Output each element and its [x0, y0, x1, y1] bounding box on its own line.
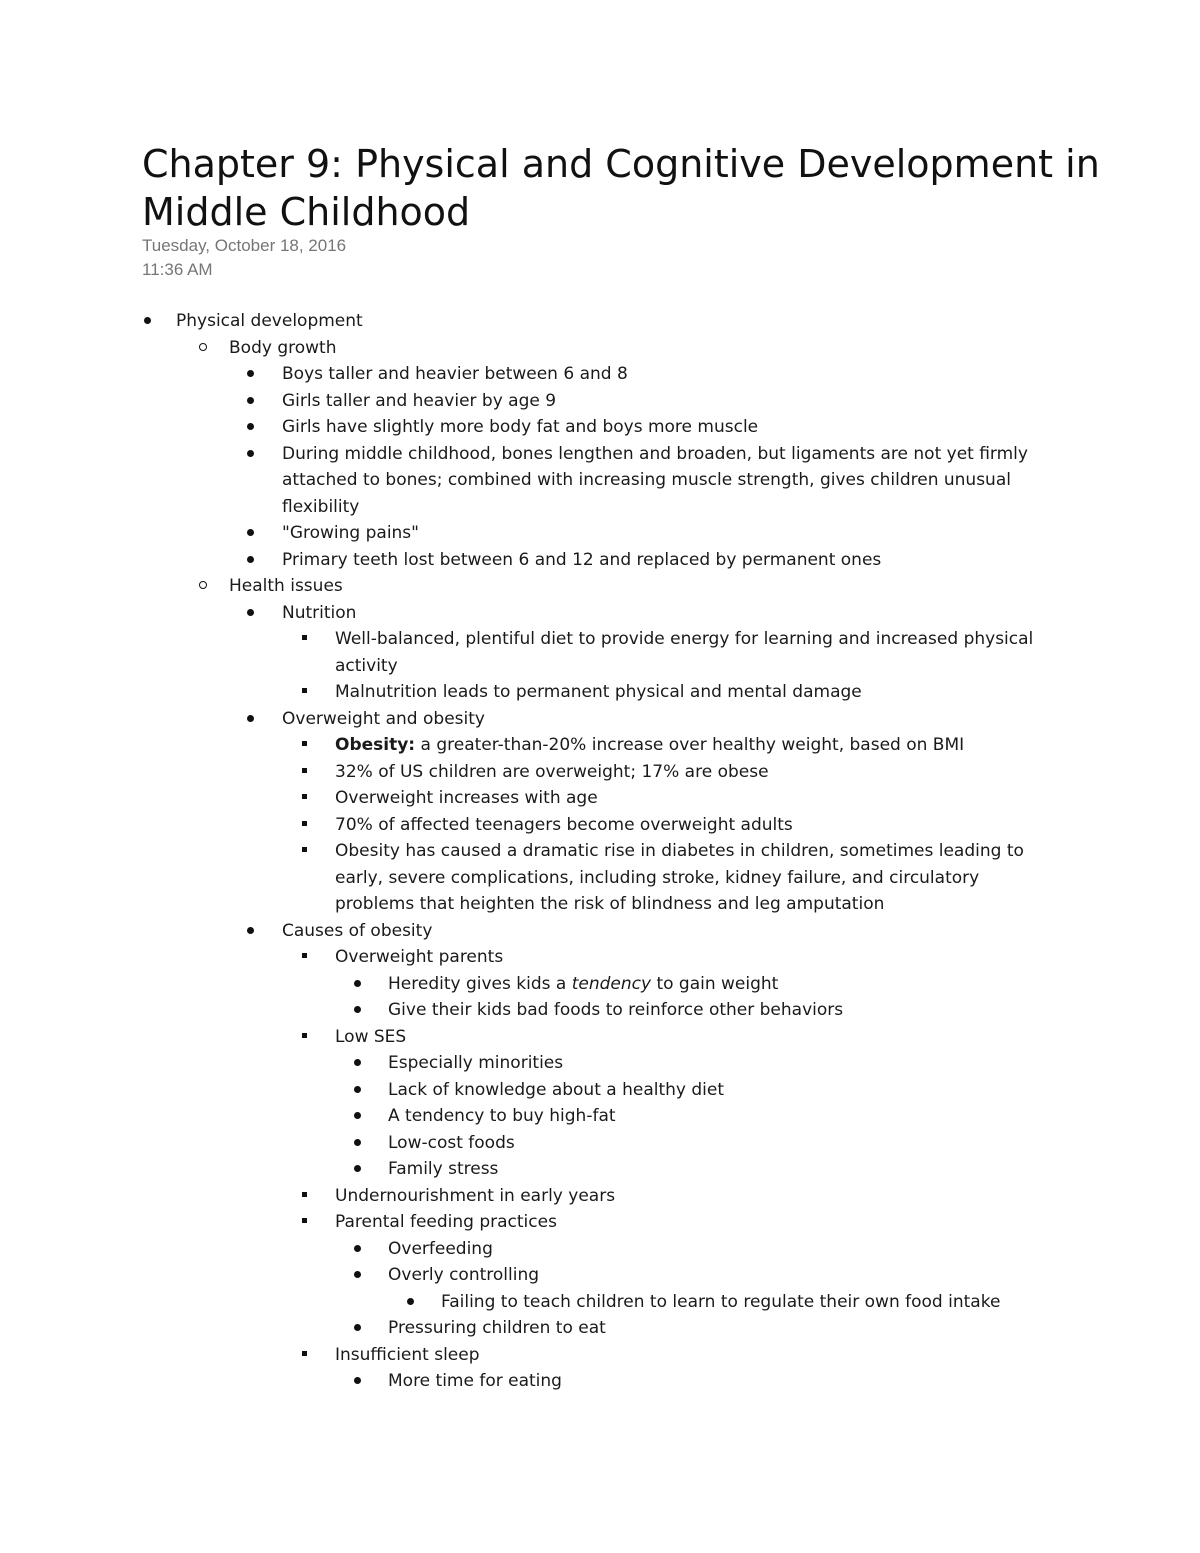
note-date: Tuesday, October 18, 2016: [142, 236, 347, 255]
definition-text: a greater-than-20% increase over healthy weight, based on BMI: [415, 735, 965, 755]
list-item-text: Low SES: [335, 1026, 407, 1047]
list-item: [0, 838, 1200, 918]
bullet-icon: [350, 1077, 364, 1104]
list-item-text: Girls taller and heavier by age 9: [282, 390, 557, 411]
list-item: [0, 1368, 1200, 1395]
list-item: [0, 732, 1200, 759]
square-bullet-icon: [297, 732, 311, 759]
list-item-text: 70% of affected teenagers become overweight adults: [335, 814, 793, 835]
list-item-text: Nutrition: [282, 602, 357, 623]
list-item: [0, 441, 1200, 521]
bullet-icon: [140, 308, 154, 335]
list-item: [0, 547, 1200, 574]
list-item: [0, 1236, 1200, 1263]
list-item: [0, 997, 1200, 1024]
list-item-text: Health issues: [229, 576, 343, 596]
square-bullet-icon: [297, 679, 311, 706]
bullet-icon: [350, 1130, 364, 1157]
list-item-text: Primary teeth lost between 6 and 12 and replaced by permanent ones: [282, 549, 882, 570]
bullet-icon: [350, 1050, 364, 1077]
bullet-icon: [243, 520, 257, 547]
bullet-icon: [403, 1289, 417, 1316]
bullet-icon: [350, 997, 364, 1024]
list-item: [0, 600, 1200, 627]
list-item-text: During middle childhood, bones lengthen and broaden, but ligaments are not yet firmly attached to bones; combined with increasing muscle strength, gives children unusual flexibility: [282, 443, 1028, 517]
list-item: [0, 1209, 1200, 1236]
list-item: [0, 1183, 1200, 1210]
list-item: [0, 1077, 1200, 1104]
bullet-icon: [243, 361, 257, 388]
bullet-icon: [243, 600, 257, 627]
list-item-text: Parental feeding practices: [335, 1212, 557, 1232]
list-item-text: Obesity has caused a dramatic rise in diabetes in children, sometimes leading to early, severe complications, including stroke, kidney failure, and circulatory problems that heighten the risk of blindness and leg amputation: [335, 841, 1024, 914]
list-item-text: [388, 971, 1060, 998]
list-item: [0, 679, 1200, 706]
list-item: [0, 1024, 1200, 1051]
square-bullet-icon: [297, 1342, 311, 1369]
list-item: [0, 1130, 1200, 1157]
list-item: [0, 626, 1200, 679]
bullet-icon: [350, 1156, 364, 1183]
list-item-text: More time for eating: [388, 1371, 562, 1391]
list-item: [0, 812, 1200, 839]
square-bullet-icon: [297, 1183, 311, 1210]
list-item: [0, 1289, 1200, 1316]
list-item: [0, 918, 1200, 945]
list-item: [0, 520, 1200, 547]
list-item-text: A tendency to buy high-fat: [388, 1106, 616, 1126]
bullet-icon: [350, 1315, 364, 1342]
bullet-icon: [243, 414, 257, 441]
definition-term: Obesity:: [335, 735, 416, 755]
circle-bullet-icon: [196, 573, 210, 600]
list-item-text: Overly controlling: [388, 1265, 540, 1285]
bullet-icon: [243, 918, 257, 945]
list-item-text: Overweight increases with age: [335, 788, 598, 808]
bullet-icon: [243, 388, 257, 415]
square-bullet-icon: [297, 785, 311, 812]
list-item-text: Undernourishment in early years: [335, 1185, 616, 1206]
list-item: [0, 1315, 1200, 1342]
square-bullet-icon: [297, 812, 311, 839]
list-item: [0, 785, 1200, 812]
list-item-text: Body growth: [229, 337, 337, 358]
list-item: [0, 1103, 1200, 1130]
list-item-text: "Growing pains": [282, 523, 419, 543]
list-item: [0, 759, 1200, 786]
text-run: Heredity gives kids a: [388, 973, 572, 994]
square-bullet-icon: [297, 838, 311, 865]
list-item-text: Lack of knowledge about a healthy diet: [388, 1079, 725, 1100]
list-item-text: Well-balanced, plentiful diet to provide energy for learning and increased physical activity: [335, 629, 1034, 676]
list-item: [0, 573, 1200, 600]
bullet-icon: [350, 971, 364, 998]
bullet-icon: [350, 1236, 364, 1263]
bullet-icon: [350, 1103, 364, 1130]
list-item-text: Insufficient sleep: [335, 1344, 480, 1365]
list-item-text: Family stress: [388, 1159, 499, 1179]
bullet-icon: [350, 1262, 364, 1289]
list-item: [0, 361, 1200, 388]
text-run: to gain weight: [651, 973, 779, 994]
list-item: [0, 1156, 1200, 1183]
list-item: [0, 308, 1200, 335]
list-item: [0, 335, 1200, 362]
list-item: [0, 944, 1200, 971]
list-item-text: Overweight and obesity: [282, 708, 485, 729]
list-item-text: Give their kids bad foods to reinforce other behaviors: [388, 1000, 844, 1020]
list-item-text: Overweight parents: [335, 947, 504, 967]
square-bullet-icon: [297, 944, 311, 971]
bullet-icon: [243, 706, 257, 733]
list-item-text: Pressuring children to eat: [388, 1318, 606, 1338]
list-item-text: Low-cost foods: [388, 1132, 515, 1153]
list-item: [0, 1050, 1200, 1077]
list-item: [0, 1262, 1200, 1289]
circle-bullet-icon: [196, 335, 210, 362]
square-bullet-icon: [297, 626, 311, 653]
square-bullet-icon: [297, 1024, 311, 1051]
list-item-text: Failing to teach children to learn to regulate their own food intake: [441, 1291, 1001, 1312]
square-bullet-icon: [297, 1209, 311, 1236]
list-item-text: Especially minorities: [388, 1053, 564, 1073]
list-item: [0, 706, 1200, 733]
bullet-icon: [350, 1368, 364, 1395]
bullet-icon: [243, 441, 257, 468]
list-item-text: Malnutrition leads to permanent physical and mental damage: [335, 682, 862, 702]
list-item-text: Overfeeding: [388, 1238, 493, 1259]
list-item-text: Girls have slightly more body fat and boys more muscle: [282, 417, 759, 437]
list-item-text: Causes of obesity: [282, 920, 433, 941]
list-item: [0, 1342, 1200, 1369]
list-item: [0, 971, 1200, 998]
list-item-text: Boys taller and heavier between 6 and 8: [282, 364, 628, 384]
page-title: Chapter 9: Physical and Cognitive Development in Middle Childhood: [142, 142, 1100, 234]
emphasis-text: tendency: [571, 973, 652, 994]
list-item-text: 32% of US children are overweight; 17% are obese: [335, 761, 769, 782]
note-time: 11:36 AM: [142, 260, 213, 279]
bullet-icon: [243, 547, 257, 574]
list-item: [0, 414, 1200, 441]
notes-outline: [0, 308, 1200, 1395]
list-item: [0, 388, 1200, 415]
list-item-text: Physical development: [176, 311, 363, 331]
square-bullet-icon: [297, 759, 311, 786]
list-item-text: [335, 732, 1060, 759]
